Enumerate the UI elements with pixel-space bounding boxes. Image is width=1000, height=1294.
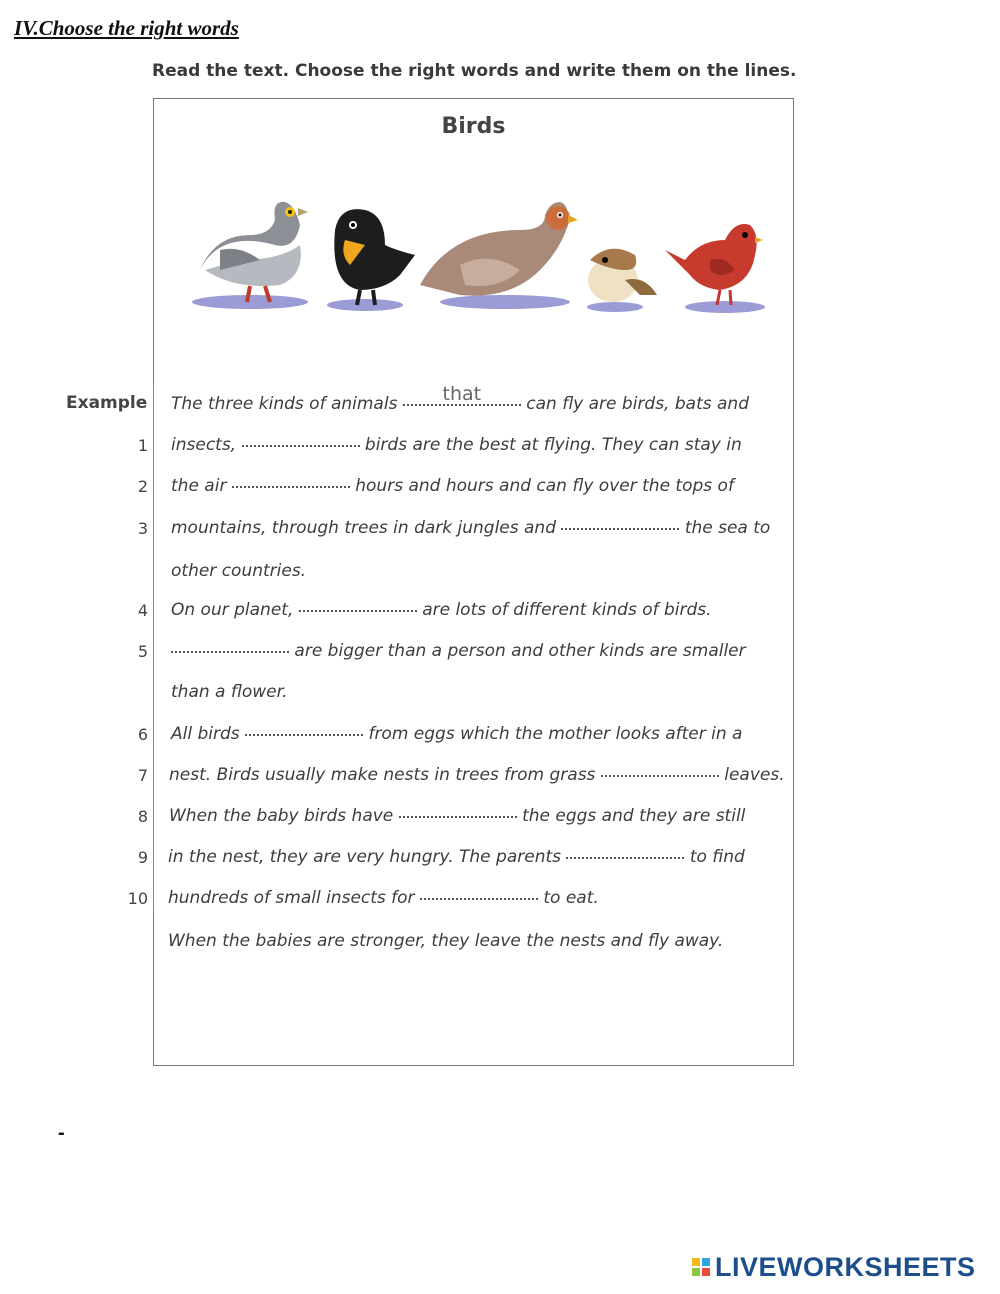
answer-input-5[interactable] — [171, 631, 289, 651]
line-number: 8 — [137, 807, 148, 826]
answer-input-7[interactable] — [601, 755, 719, 775]
line-text: the air — [171, 476, 227, 496]
crow-icon — [327, 209, 415, 311]
line-text: When the baby birds have — [169, 806, 394, 826]
line-continuation: other countries. — [171, 561, 307, 581]
line-text: nest. Birds usually make nests in trees from grass — [169, 765, 596, 785]
line-text: are lots of different kinds of birds. — [422, 600, 712, 620]
answer-input-3[interactable] — [561, 508, 679, 528]
example-answer: that — [442, 383, 482, 405]
brand-name: LIVEWORKSHEETS — [715, 1251, 976, 1282]
number-rule — [153, 385, 154, 910]
line-number: 1 — [137, 436, 148, 455]
line-text: hundreds of small insects for — [168, 888, 415, 908]
line-text: from eggs which the mother looks after in a — [368, 724, 743, 744]
line-number: 7 — [137, 766, 148, 785]
line-number: 5 — [137, 642, 148, 661]
line-text: to find — [689, 847, 745, 867]
answer-input-8[interactable] — [399, 796, 517, 816]
passage-title: Birds — [441, 114, 506, 139]
answer-input-1[interactable] — [242, 425, 360, 445]
line-text: to eat. — [543, 888, 599, 908]
example-after: can fly are birds, bats and — [526, 394, 749, 414]
line-number: 4 — [137, 601, 148, 620]
line-6 — [171, 724, 742, 744]
line-text: in the nest, they are very hungry. The parents — [168, 847, 562, 867]
closing-line: When the babies are stronger, they leave the nests and fly away. — [168, 931, 724, 951]
line-text: the sea to — [684, 518, 771, 538]
answer-input-10[interactable] — [420, 878, 538, 898]
line-continuation: than a flower. — [171, 682, 288, 702]
line-2 — [171, 476, 734, 496]
line-number: 6 — [137, 725, 148, 744]
line-text: mountains, through trees in dark jungles and — [171, 518, 556, 538]
line-number: 9 — [137, 848, 148, 867]
line-text: are bigger than a person and other kinds are smaller — [294, 641, 746, 661]
line-number: 2 — [137, 477, 148, 496]
robin-icon — [665, 224, 765, 313]
line-number: 3 — [137, 519, 148, 538]
line-4 — [171, 600, 712, 620]
example-before: The three kinds of animals — [171, 394, 398, 414]
example-line — [171, 383, 749, 414]
line-text: the eggs and they are still — [522, 806, 746, 826]
line-text: birds are the best at flying. They can stay in — [364, 435, 742, 455]
liveworksheets-logo[interactable] — [692, 1252, 976, 1282]
line-1 — [171, 435, 742, 455]
line-10 — [168, 888, 599, 908]
logo-mark-icon — [692, 1258, 710, 1276]
pigeon-icon — [192, 202, 308, 309]
line-text: hours and hours and can fly over the tops of — [355, 476, 734, 496]
answer-input-2[interactable] — [232, 466, 350, 486]
line-7 — [169, 765, 785, 785]
answer-input-4[interactable] — [299, 590, 417, 610]
example-label: Example — [66, 393, 148, 413]
answer-input-9[interactable] — [566, 837, 684, 857]
line-text: All birds — [171, 724, 240, 744]
line-text: leaves. — [724, 765, 785, 785]
answer-input-6[interactable] — [245, 714, 363, 734]
line-5 — [171, 641, 746, 661]
line-8 — [169, 806, 745, 826]
line-9 — [168, 847, 745, 867]
line-number: 10 — [127, 889, 148, 908]
instruction-text: Read the text. Choose the right words and write them on the lines. — [152, 61, 797, 81]
sparrow-icon — [587, 249, 657, 312]
line-text: On our planet, — [171, 600, 294, 620]
partridge-icon — [420, 202, 578, 309]
birds-illustration — [180, 190, 770, 320]
section-heading: IV.Choose the right words — [14, 16, 239, 40]
line-3 — [171, 518, 770, 538]
footer-dash: - — [58, 1122, 65, 1144]
line-text: insects, — [171, 435, 237, 455]
